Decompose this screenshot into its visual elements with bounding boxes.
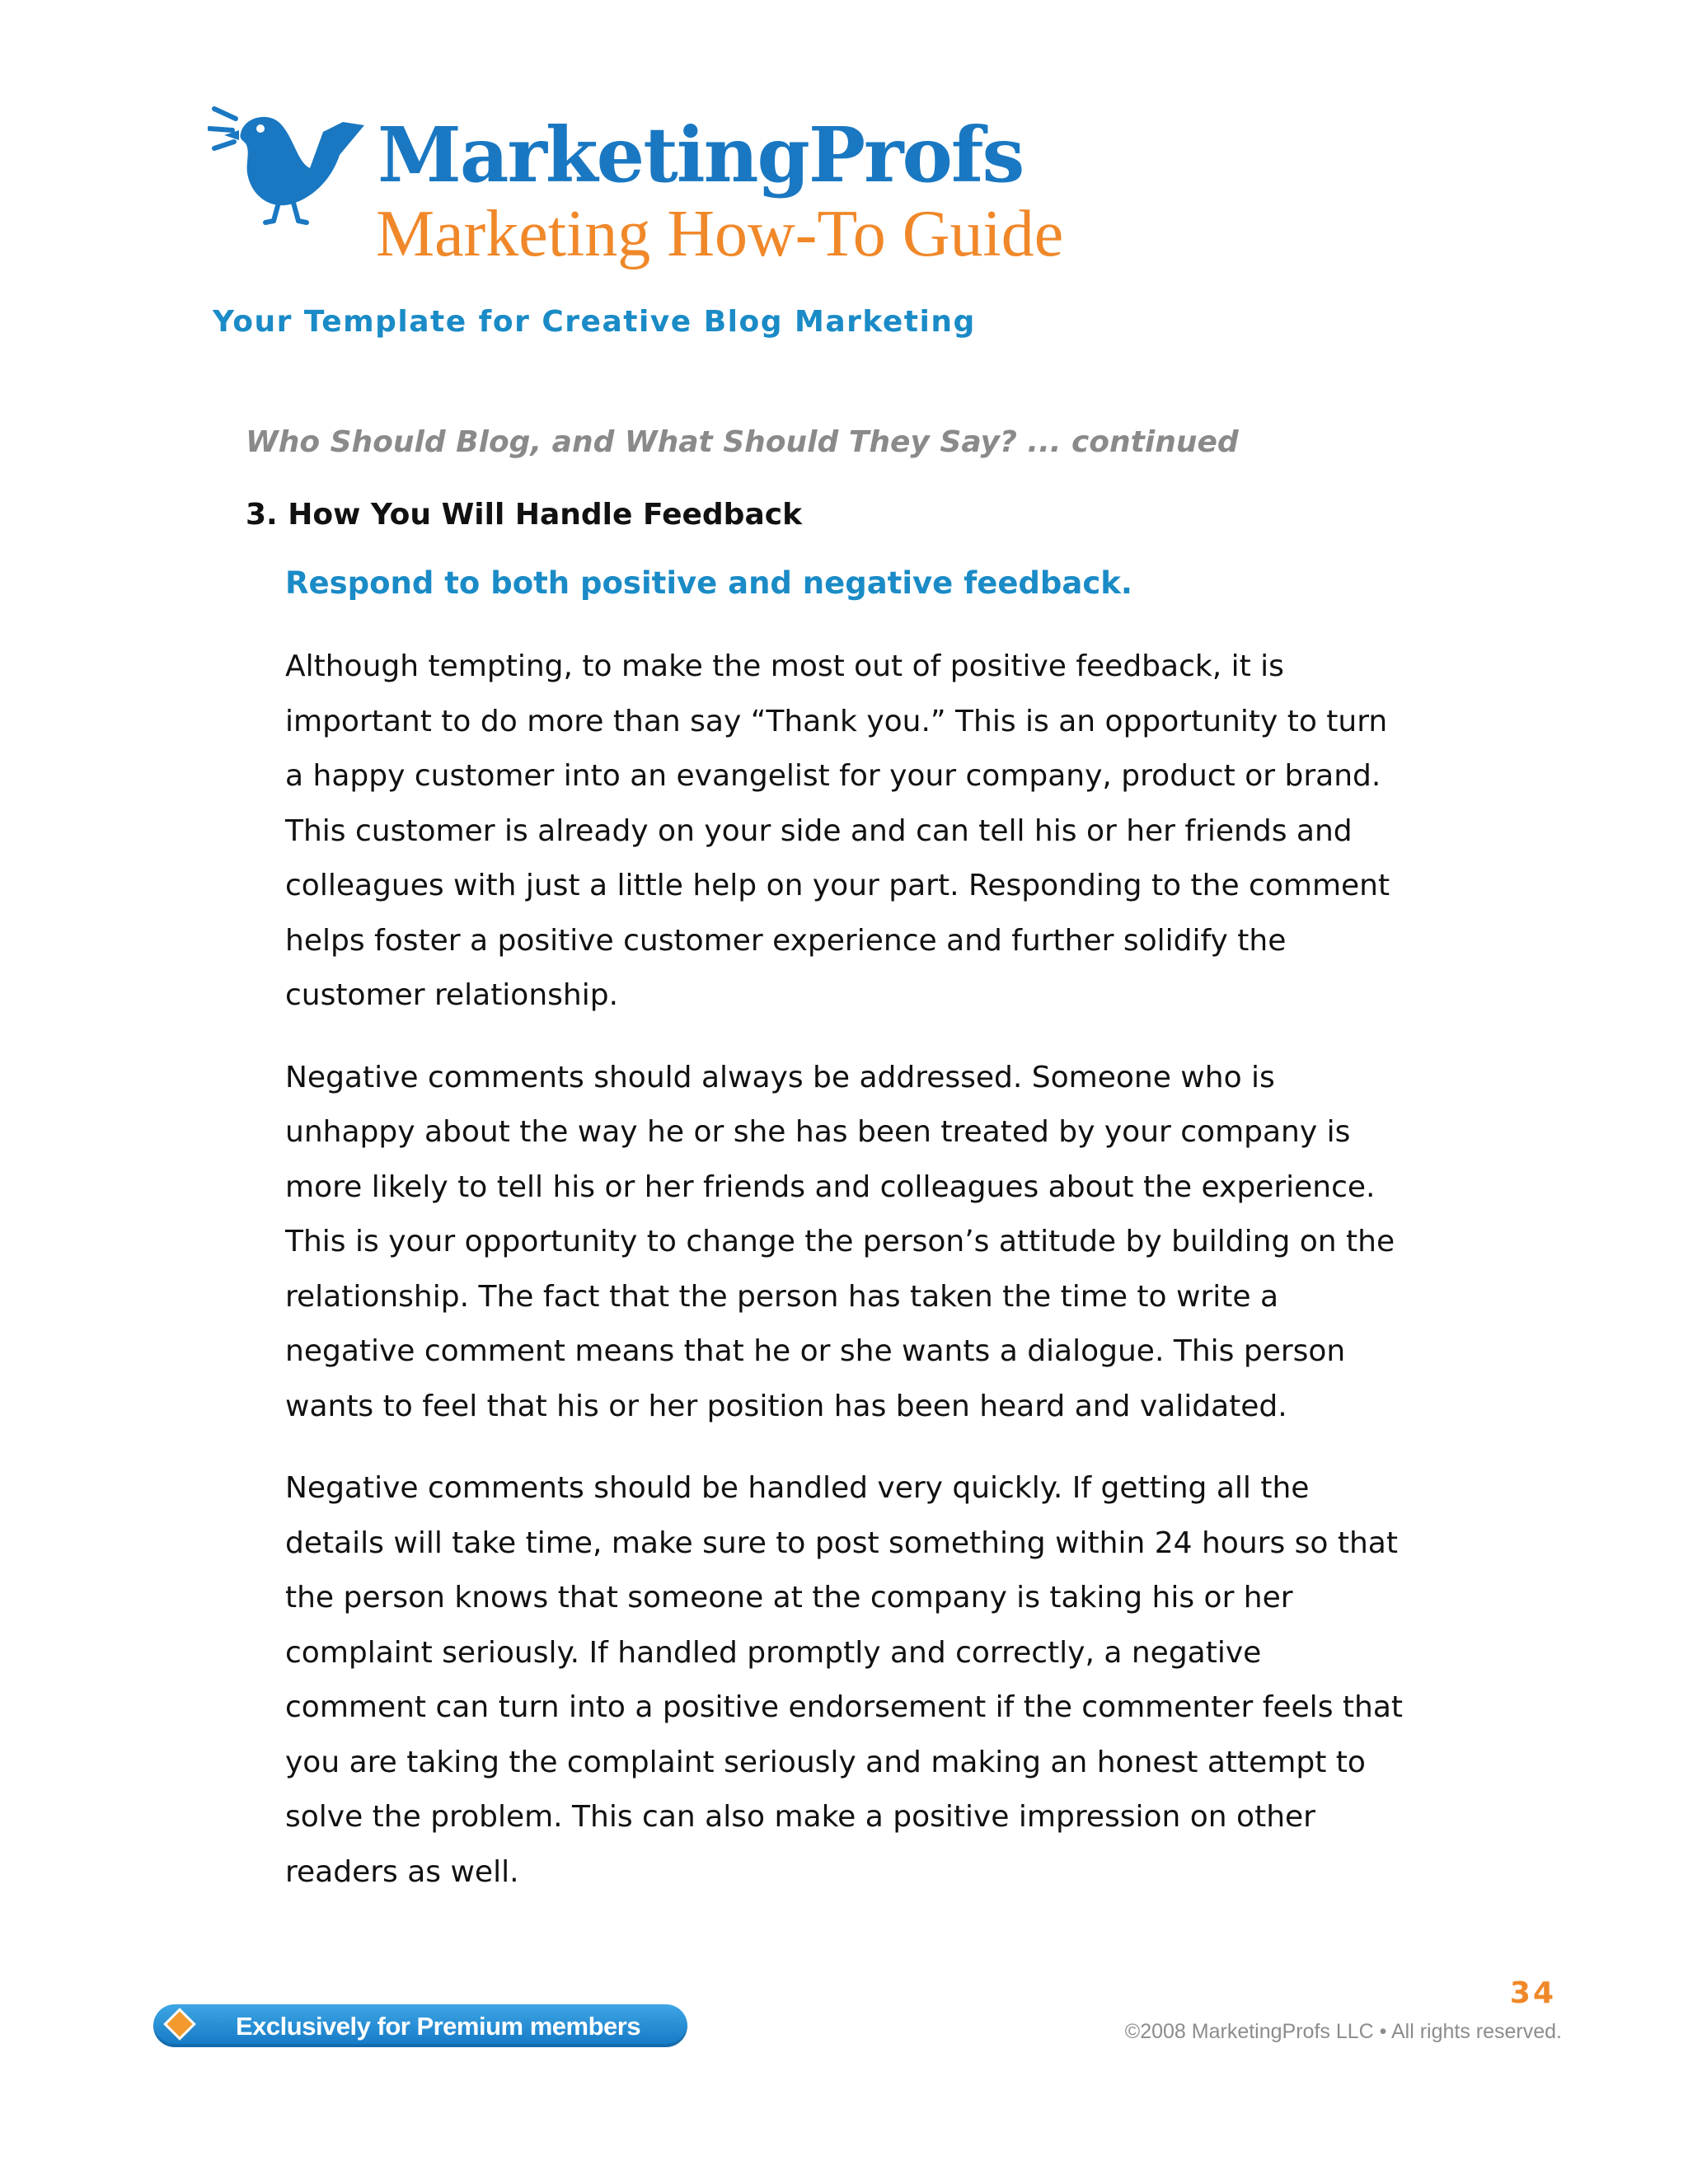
paragraph xyxy=(285,1051,1431,1435)
copyright-notice: ©2008 MarketingProfs LLC • All rights reserved. xyxy=(1124,2020,1562,2043)
text-line: helps foster a positive customer experience and further solidify the xyxy=(285,923,1287,958)
document-title: Your Template for Creative Blog Marketing xyxy=(213,305,976,339)
text-line: Negative comments should be handled very quickly. If getting all the xyxy=(285,1471,1310,1505)
body-text xyxy=(285,640,1431,1927)
bird-icon xyxy=(208,97,373,229)
text-line: readers as well. xyxy=(285,1854,519,1889)
text-line: relationship. The fact that the person has taken the time to write a xyxy=(285,1279,1279,1314)
premium-badge xyxy=(153,2004,687,2047)
text-line: solve the problem. This can also make a positive impression on other xyxy=(285,1800,1315,1834)
text-line: you are taking the complaint seriously and making an honest attempt to xyxy=(285,1745,1366,1779)
text-line: Negative comments should always be addressed. Someone who is xyxy=(285,1060,1275,1094)
text-line: customer relationship. xyxy=(285,978,619,1012)
text-line: the person knows that someone at the company is taking his or her xyxy=(285,1581,1293,1615)
section-heading: 3. How You Will Handle Feedback xyxy=(246,498,803,532)
text-line: more likely to tell his or her friends and colleagues about the experience. xyxy=(285,1169,1376,1204)
text-line: This customer is already on your side and can tell his or her friends and xyxy=(285,813,1353,848)
paragraph xyxy=(285,640,1431,1024)
text-line: important to do more than say “Thank you.” This is an opportunity to turn xyxy=(285,704,1388,738)
text-line: complaint seriously. If handled promptly and correctly, a negative xyxy=(285,1635,1262,1670)
premium-badge-label: Exclusively for Premium members xyxy=(236,2012,641,2041)
text-line: This is your opportunity to change the person’s attitude by building on the xyxy=(285,1225,1395,1258)
text-line: Although tempting, to make the most out of positive feedback, it is xyxy=(285,649,1284,683)
paragraph xyxy=(285,1461,1431,1900)
subheading: Respond to both positive and negative feedback. xyxy=(285,565,1132,601)
header xyxy=(208,97,1114,279)
text-line: colleagues with just a little help on your part. Responding to the comment xyxy=(285,869,1390,902)
text-line: comment can turn into a positive endorsement if the commenter feels that xyxy=(285,1690,1403,1724)
brand-name: MarketingProfs xyxy=(377,110,1024,199)
text-line: a happy customer into an evangelist for your company, product or brand. xyxy=(285,759,1381,793)
text-line: details will take time, make sure to post something within 24 hours so that xyxy=(285,1526,1398,1560)
guide-name: Marketing How-To Guide xyxy=(376,198,1064,270)
text-line: unhappy about the way he or she has been treated by your company is xyxy=(285,1115,1351,1149)
text-line: negative comment means that he or she wants a dialogue. This person xyxy=(285,1334,1346,1368)
text-line: wants to feel that his or her position has been heard and validated. xyxy=(285,1389,1287,1423)
page-number: 34 xyxy=(1509,1976,1556,2010)
continued-label: Who Should Blog, and What Should They Say? ... continued xyxy=(246,425,1239,459)
diamond-icon xyxy=(163,2008,196,2041)
